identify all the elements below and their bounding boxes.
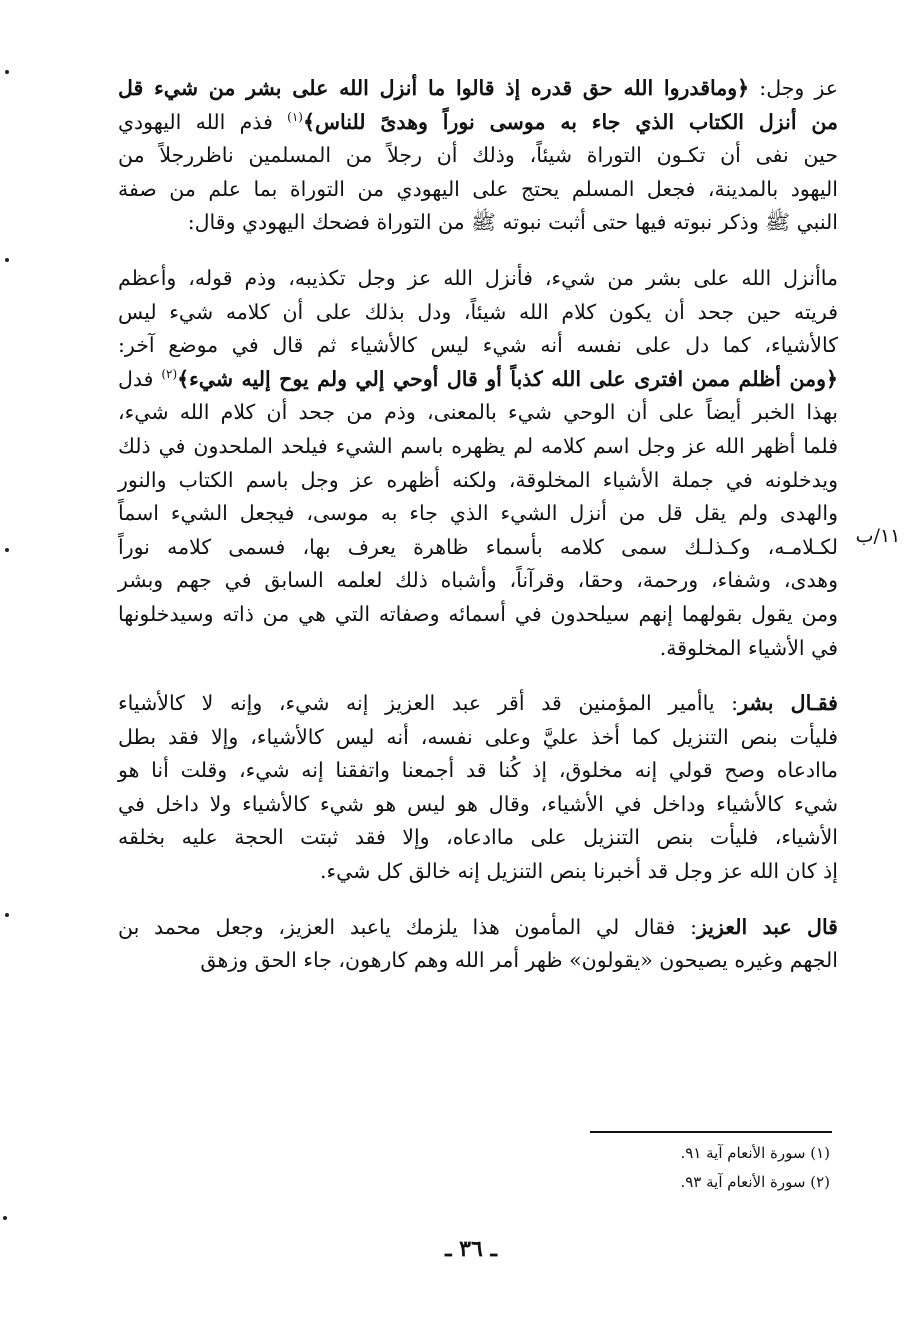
quran-verse: ﴿وماقدروا الله حق قدره إذ قالوا ما أنزل الله على بشر من شيء قل: [118, 76, 750, 100]
text-line: [118, 497, 838, 531]
text-run: في الأشياء المخلوقة.: [659, 635, 838, 660]
footnote-ref: (٢): [161, 366, 178, 381]
text-line: [118, 72, 838, 106]
text-run: إذ كان الله عز وجل قد أخبرنا بنص التنزيل إنه خالق كل شيء.: [319, 859, 838, 884]
paragraph-gap: [118, 240, 838, 262]
footnote-1: (١) سورة الأنعام آية ٩١.: [680, 1144, 830, 1162]
footnotes: [540, 1139, 830, 1197]
text-line: [118, 396, 838, 430]
text-run: عز وجل:: [749, 76, 838, 100]
text-line: [118, 262, 838, 296]
text-line: [118, 206, 838, 240]
text-line: [118, 821, 838, 855]
scan-speck: [5, 548, 9, 552]
paragraph: [118, 911, 838, 978]
text-line: [118, 788, 838, 822]
text-run: فريته حين جحد أن يكون كلام الله شيئاً، ودل بذلك على أن كلامه شيء ليس: [118, 299, 838, 324]
text-line: [118, 598, 838, 632]
text-line: [118, 430, 838, 464]
speaker-label: فقـال بشر: [738, 691, 838, 716]
text-line: [118, 106, 838, 140]
text-run: حين نفى أن تكـون التوراة شيئاً، وذلك أن رجلاً من المسلمين ناظررجلاً من: [118, 143, 838, 168]
text-run: ومن يقول بقولهما إنهم سيلحدون في أسمائه وصفاته التي هي من ذاته وسيدخلونها: [118, 601, 838, 626]
page-number: ـ ٣٦ ـ: [445, 1236, 497, 1262]
text-line: [118, 464, 838, 498]
text-run: شيء كالأشياء وداخل في الأشياء، وقال هو ليس هو شيء كالأشياء ولا داخل في: [118, 791, 838, 816]
text-line: [118, 754, 838, 788]
scan-speck: [5, 258, 9, 262]
footnote-divider: [590, 1131, 832, 1133]
paragraph: [118, 687, 838, 889]
text-line: [118, 329, 838, 363]
main-text: [118, 72, 838, 978]
text-run: الأشياء، فليأت بنص التنزيل على ماادعاه، وإلا فقد ثبتت الحجة عليه بخلقه: [118, 825, 838, 850]
text-run: كالأشياء، كما دل على نفسه أنه شيء ليس كالأشياء ثم قال في موضع آخر:: [118, 333, 838, 358]
text-run: فلما أظهر الله عز وجل اسم كلامه لم يظهره باسم الشيء فيلحد الملحدون في ذلك: [118, 433, 838, 458]
text-line: [118, 139, 838, 173]
text-run: فليأت بنص التنزيل كما أخذ عليَّ وعلى نفسه، أنه ليس كالأشياء، وإلا فقد بطل: [118, 724, 838, 749]
text-line: [118, 564, 838, 598]
scan-speck: [5, 913, 9, 917]
text-run: فذم الله اليهودي: [118, 109, 288, 134]
text-run: النبي ﷺ وذكر نبوته فيها حتى أثبت نبوته ﷺ من التوراة فضحك اليهودي وقال:: [187, 210, 838, 235]
text-line: [118, 911, 838, 945]
text-line: [118, 363, 838, 397]
text-run: والهدى ولم يقل قل من أنزل الشيء الذي جاء به موسى، فيجعل الشيء اسماً: [118, 501, 838, 526]
text-line: [118, 531, 838, 565]
text-run: فدل: [118, 366, 162, 391]
text-line: [118, 173, 838, 207]
footnote-2: (٢) سورة الأنعام آية ٩٣.: [680, 1173, 830, 1191]
text-run: ويدخلونه في جملة الأشياء المخلوقة، ولكنه أظهره عز وجل باسم الكتاب والنور: [118, 467, 838, 492]
text-run: ماأنزل الله على بشر من شيء، فأنزل الله عز وجل تكذيبه، وذم قوله، وأعظم: [118, 265, 838, 290]
text-line: [118, 632, 838, 666]
text-line: [118, 721, 838, 755]
text-line: [118, 855, 838, 889]
text-run: وهدى، وشفاء، ورحمة، وحقا، وقرآناً، وأشباه ذلك لعلمه السابق في جهم وبشر: [118, 568, 838, 593]
text-line: [118, 296, 838, 330]
text-line: [118, 944, 838, 978]
quran-verse: من أنزل الكتاب الذي جاء به موسى نوراً وهدىً للناس﴾: [302, 109, 838, 134]
paragraph-gap: [118, 665, 838, 687]
text-line: [118, 687, 838, 721]
paragraph-gap: [118, 889, 838, 911]
text-run: ماادعاه وصح قولي إنه مخلوق، إذ كُنا قد أجمعنا واتفقنا إنه شيء، وقلت أنا هو: [118, 758, 838, 783]
text-run: الجهم وغيره يصيحون «يقولون» ظهر أمر الله وهم كارهون، جاء الحق وزهق: [200, 948, 838, 973]
margin-note: ١١/ب: [855, 525, 901, 547]
quran-verse: ﴿ومن أظلم ممن افترى على الله كذباً أو قال أوحي إلي ولم يوح إليه شيء﴾: [177, 366, 838, 391]
text-run: : ياأمير المؤمنين قد أقر عبد العزيز إنه شيء، وإنه لا كالأشياء: [118, 691, 739, 716]
text-run: بهذا الخبر أيضاً على أن الوحي شيء بالمعنى، وذم من جحد أن كلام الله شيء،: [118, 400, 838, 425]
text-run: : فقال لي المأمون هذا يلزمك ياعبد العزيز، وجعل محمد بن: [118, 914, 697, 939]
paragraph: [118, 72, 838, 240]
speaker-label: قال عبد العزيز: [696, 914, 838, 939]
footnote-ref: (١): [287, 109, 303, 124]
paragraph: [118, 262, 838, 665]
scan-speck: [3, 1216, 7, 1220]
text-run: لكـلامـه، وكـذلـك سمى كلامه بأسماء ظاهرة يعرف بها، فسمى كلامه نوراً: [118, 534, 838, 559]
scan-speck: [5, 70, 9, 74]
text-run: اليهود بالمدينة، فجعل المسلم يحتج على اليهودي من التوراة بما علم من صفة: [118, 176, 838, 201]
